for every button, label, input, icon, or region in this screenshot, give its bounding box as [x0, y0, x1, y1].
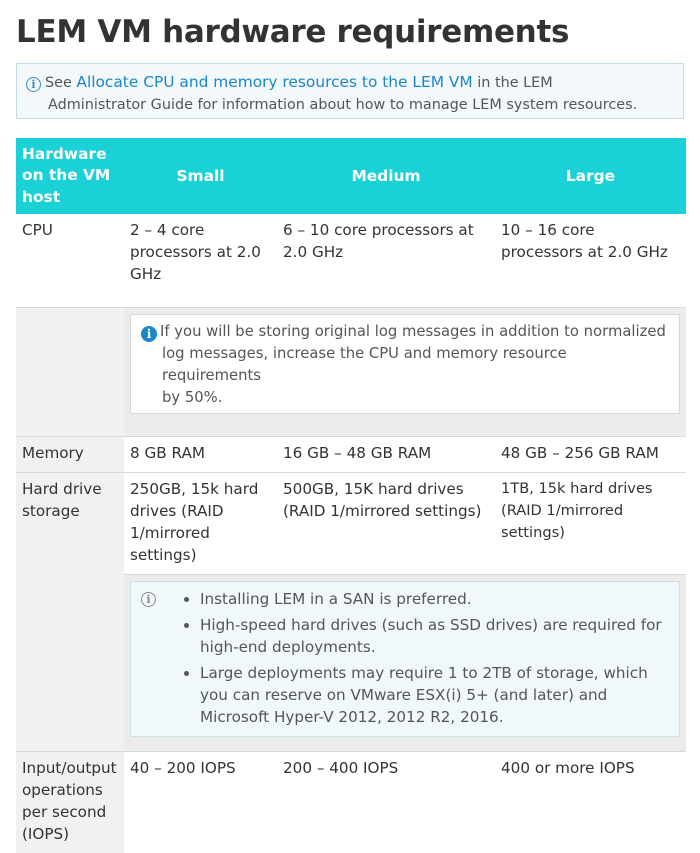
iops-large: 400 or more IOPS [495, 752, 686, 853]
table-header-row [16, 138, 686, 214]
header-large: Large [495, 138, 686, 214]
info-callout [16, 63, 684, 119]
info-icon: i [141, 326, 157, 342]
cpu-large: 10 – 16 core processors at 2.0 GHz [495, 214, 686, 308]
cpu-note [130, 314, 680, 414]
callout-suffix: in the LEM [477, 75, 552, 91]
header-small: Small [124, 138, 277, 214]
table-row-iops [16, 752, 686, 853]
list-item: • Large deployments may require 1 to 2TB of storage, which you can reserve on VMware ESX(i) 5+ (and later) and Microsoft Hyper-V 2012, 2012 R2, 2016. [200, 662, 669, 728]
storage-label: Hard drive storage [16, 473, 124, 752]
list-item: • High-speed hard drives (such as SSD drives) are required for high-end deployments. [200, 614, 669, 658]
table-row-storage [16, 473, 686, 575]
header-medium: Medium [277, 138, 495, 214]
callout-line2: Administrator Guide for information about how to manage LEM system resources. [26, 94, 675, 116]
storage-note-list [160, 588, 669, 732]
cpu-note-line3: by 50%. [141, 387, 669, 409]
memory-small: 8 GB RAM [124, 437, 277, 473]
callout-prefix: See [45, 75, 72, 91]
storage-small: 250GB, 15k hard drives (RAID 1/mirrored settings) [124, 473, 277, 575]
info-icon: i [26, 77, 41, 92]
cpu-note-spacer [16, 308, 124, 437]
cpu-note-line1: If you will be storing original log messages in addition to normalized [160, 323, 666, 340]
storage-note [130, 581, 680, 737]
cpu-note-cell [124, 308, 686, 437]
iops-small: 40 – 200 IOPS [124, 752, 277, 853]
info-icon: i [141, 592, 156, 607]
hardware-requirements-table [16, 138, 686, 853]
cpu-note-line2: log messages, increase the CPU and memory resource requirements [141, 343, 669, 387]
list-item: • Installing LEM in a SAN is preferred. [200, 588, 669, 610]
table-row-memory [16, 437, 686, 473]
cpu-label: CPU [16, 214, 124, 308]
cpu-medium: 6 – 10 core processors at 2.0 GHz [277, 214, 495, 308]
storage-medium: 500GB, 15K hard drives (RAID 1/mirrored settings) [277, 473, 495, 575]
page-title: LEM VM hardware requirements [16, 10, 569, 54]
table-row-cpu [16, 214, 686, 308]
memory-large: 48 GB – 256 GB RAM [495, 437, 686, 473]
header-hardware: Hardware on the VM host [16, 138, 124, 214]
cpu-small: 2 – 4 core processors at 2.0 GHz [124, 214, 277, 308]
memory-medium: 16 GB – 48 GB RAM [277, 437, 495, 473]
iops-medium: 200 – 400 IOPS [277, 752, 495, 853]
storage-note-cell [124, 575, 686, 752]
iops-label: Input/output operations per second (IOPS) [16, 752, 124, 853]
allocate-resources-link[interactable]: Allocate CPU and memory resources to the LEM VM [76, 73, 472, 91]
table-row-cpu-note [16, 308, 686, 437]
memory-label: Memory [16, 437, 124, 473]
storage-large: 1TB, 15k hard drives (RAID 1/mirrored settings) [495, 473, 686, 575]
